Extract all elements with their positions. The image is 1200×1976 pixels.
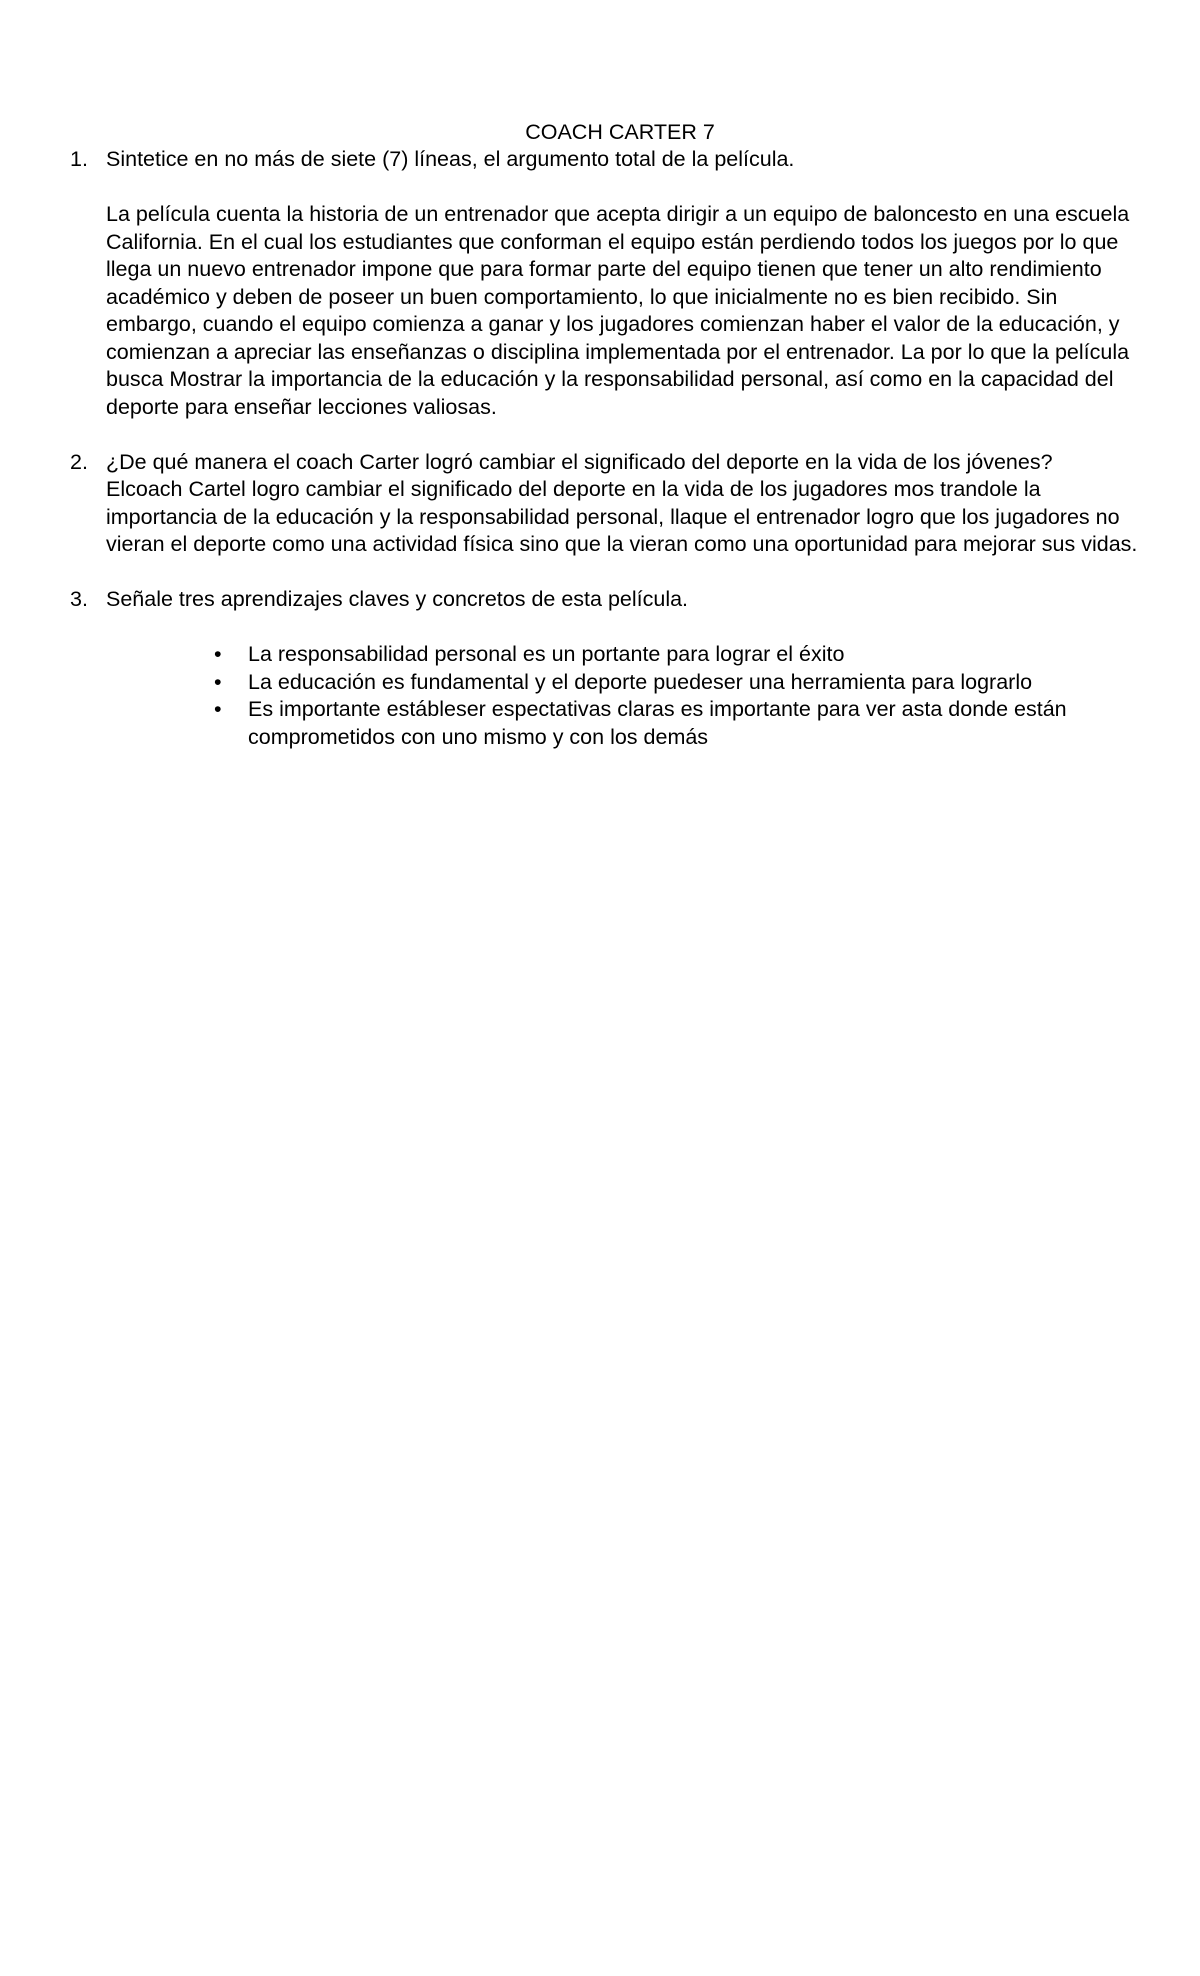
answer-2: Elcoach Cartel logro cambiar el significado del deporte en la vida de los jugadores mos trandole la importancia de la educación y la responsabilidad personal, llaque el entrenador logro que los jugadores no vieran el deporte como una actividad física sino que la vieran como una oportunidad para mejorar sus vidas. xyxy=(106,477,1138,556)
bullet-icon: • xyxy=(214,697,222,721)
list-item-text: Es importante estábleser espectativas claras es importante para ver asta donde están comprometidos con uno mismo y con los demás xyxy=(248,697,1067,749)
question-3 xyxy=(70,586,1140,614)
question-number: 1. xyxy=(70,147,88,171)
question-number: 3. xyxy=(70,587,88,611)
bullet-icon: • xyxy=(214,642,222,666)
question-text: Señale tres aprendizajes claves y concretos de esta película. xyxy=(106,587,689,611)
list-item xyxy=(214,696,1140,751)
document-content xyxy=(70,146,1140,751)
list-item-text: La responsabilidad personal es un portante para lograr el éxito xyxy=(248,642,845,666)
list-item xyxy=(214,669,1140,697)
list-item xyxy=(214,641,1140,669)
question-text: ¿De qué manera el coach Carter logró cambiar el significado del deporte en la vida de los jóvenes? xyxy=(106,449,1053,474)
bullet-icon: • xyxy=(214,669,222,694)
learning-list xyxy=(70,641,1140,751)
document-title: COACH CARTER 7 xyxy=(525,120,715,144)
question-text: Sintetice en no más de siete (7) líneas, el argumento total de la película. xyxy=(106,147,795,171)
question-number: 2. xyxy=(70,449,88,474)
question-2 xyxy=(70,449,1140,477)
spacer xyxy=(70,421,1140,449)
spacer xyxy=(70,559,1140,587)
list-item-text: La educación es fundamental y el deporte puedeser una herramienta para lograrlo xyxy=(248,669,1033,694)
answer-1: La película cuenta la historia de un entrenador que acepta dirigir a un equipo de baloncesto en una escuela California. En el cual los estudiantes que conforman el equipo están perdiendo todos los juegos por lo que llega un nuevo entrenador impone que para formar parte del equipo tienen que tener un alto rendimiento académico y deben de poseer un buen comportamiento, lo que inicialmente no es bien recibido. Sin embargo, cuando el equipo comienza a ganar y los jugadores comienzan haber el valor de la educación, y comienzan a apreciar las enseñanzas o disciplina implementada por el entrenador. La por lo que la película busca Mostrar la importancia de la educación y la responsabilidad personal, así como en la capacidad del deporte para enseñar lecciones valiosas. xyxy=(106,202,1130,419)
question-1 xyxy=(70,146,1140,174)
